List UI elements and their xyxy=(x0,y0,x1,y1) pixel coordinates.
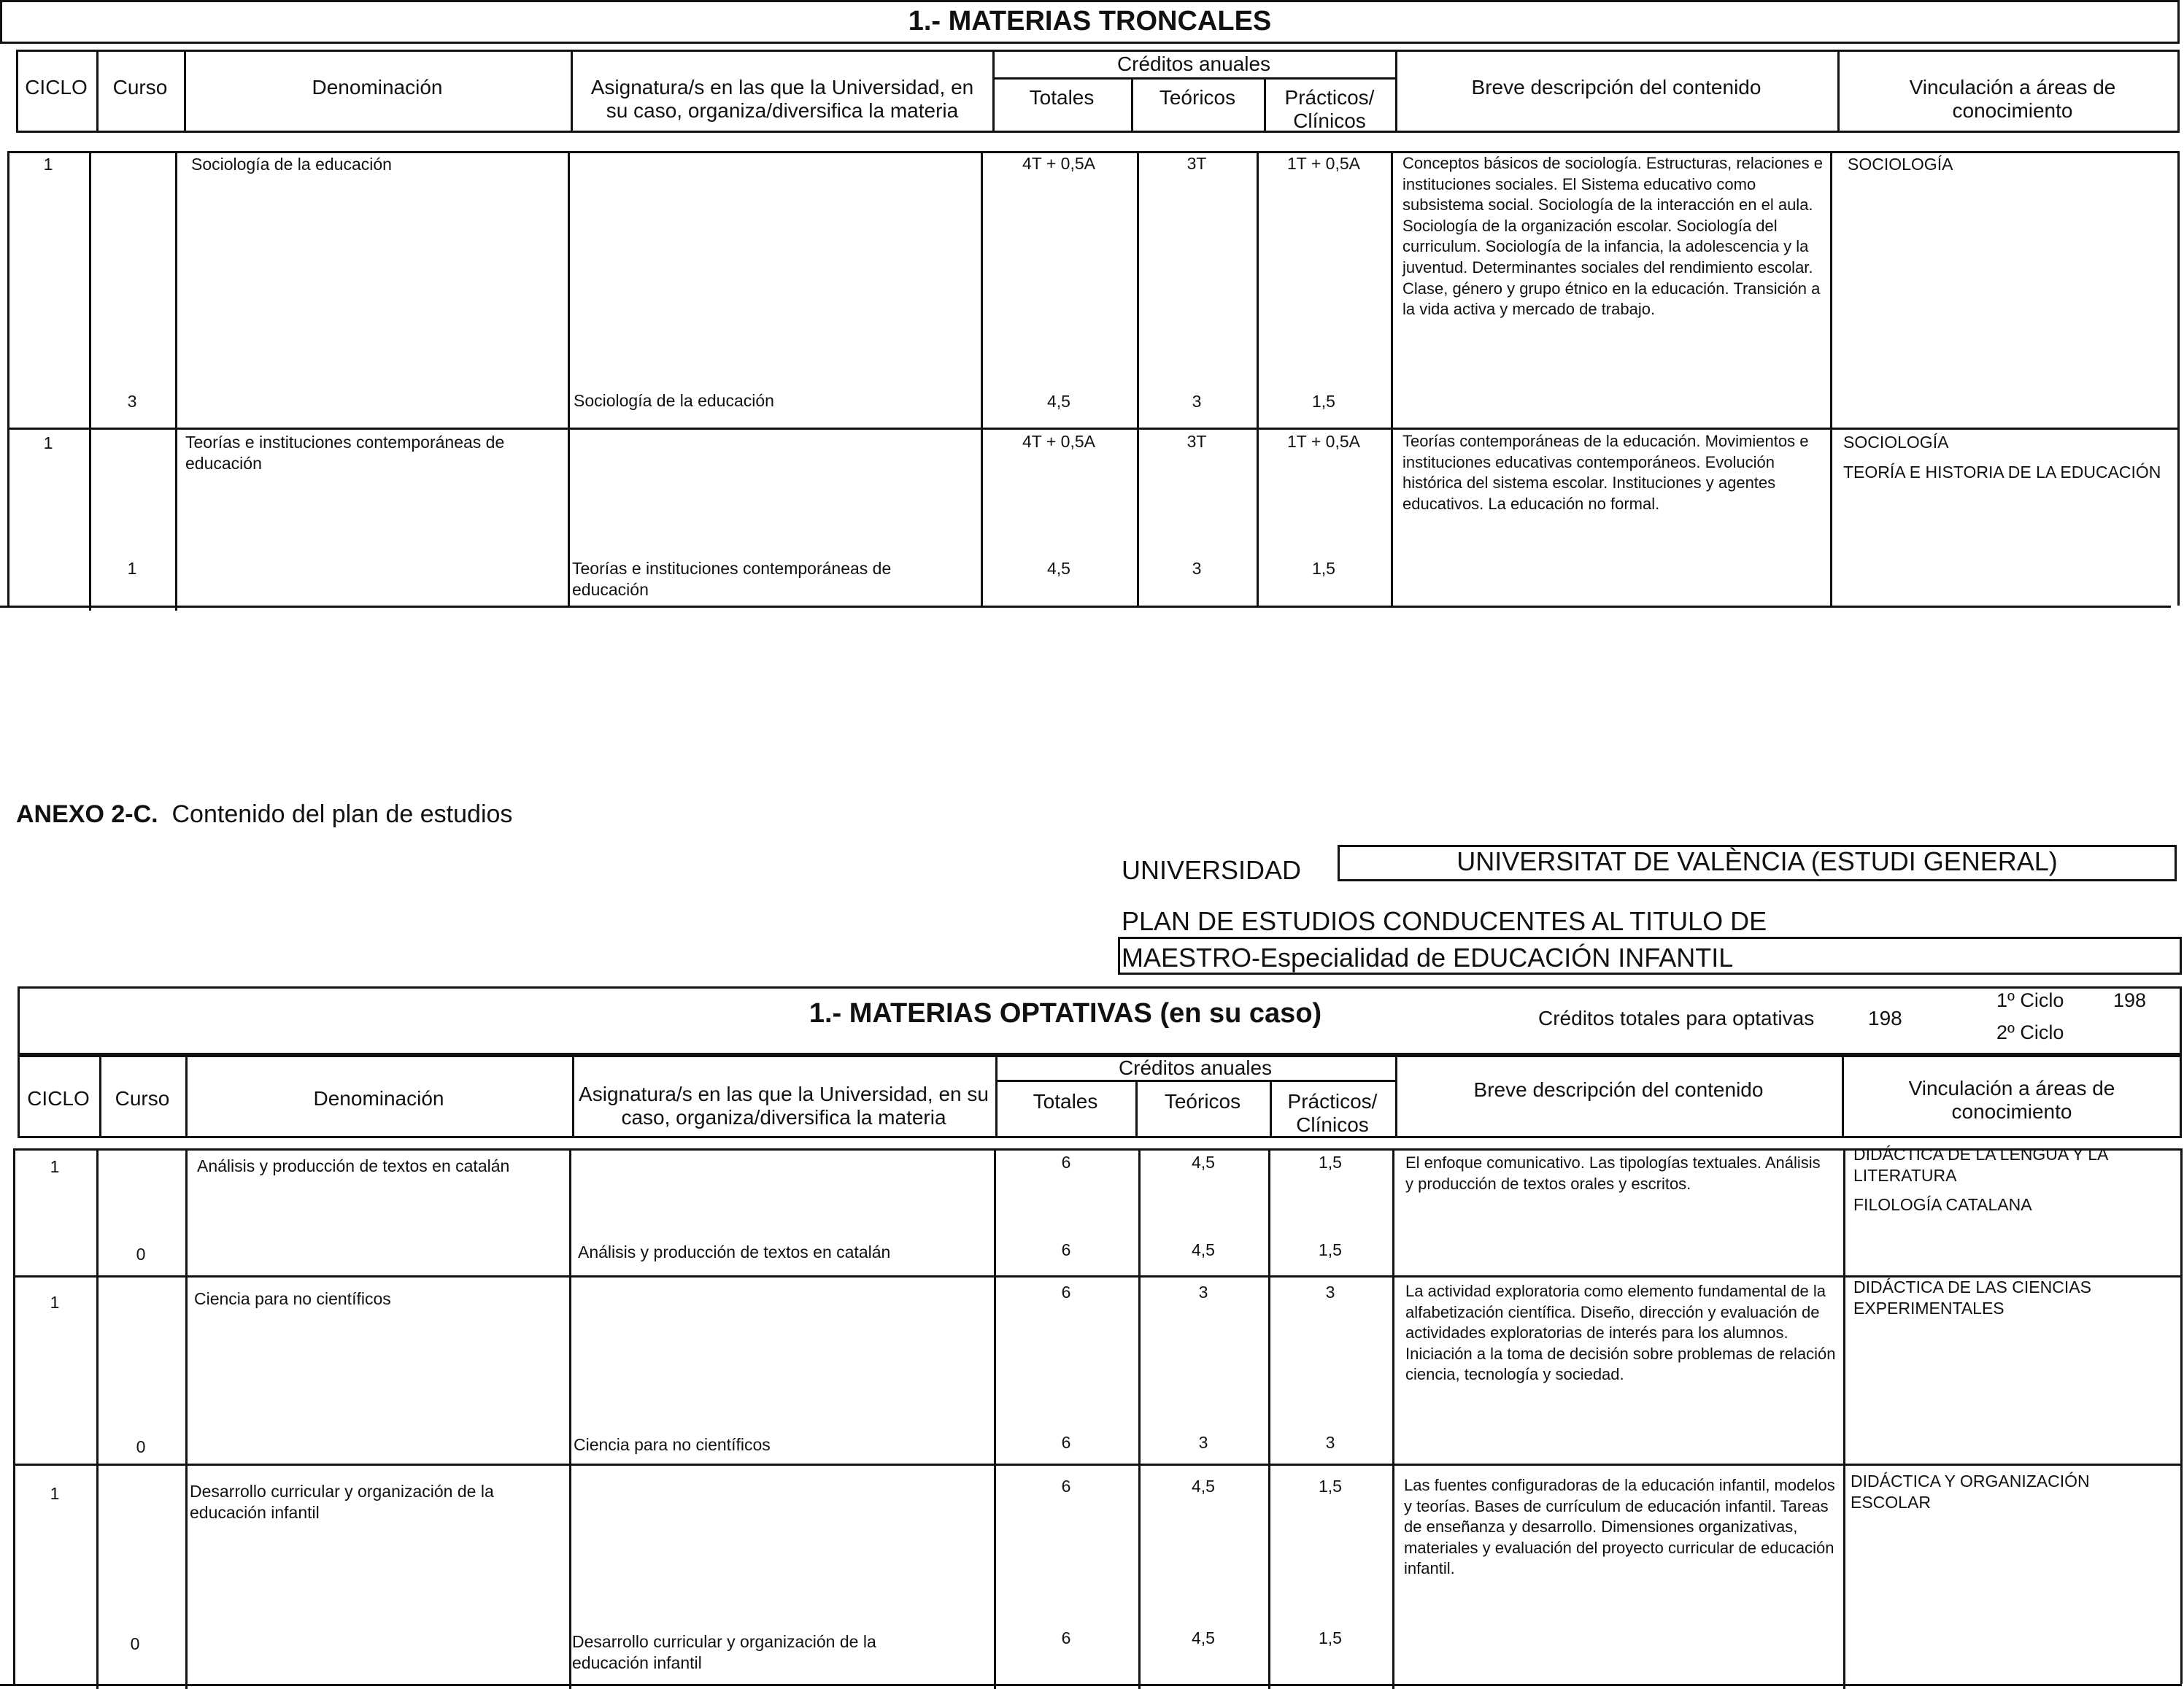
sub-teoricos: 4,5 xyxy=(1192,1240,1215,1259)
sub-totales: 6 xyxy=(1061,1433,1071,1452)
row-ciclo: 1 xyxy=(43,433,53,452)
row-practicos: 1,5 xyxy=(1319,1153,1342,1172)
header-totales: Totales xyxy=(1033,1090,1098,1113)
creditos-optativas-value: 198 xyxy=(1868,1007,1902,1029)
row-practicos: 3 xyxy=(1325,1283,1335,1302)
header-denominacion: Denominación xyxy=(312,76,443,98)
sub-totales: 6 xyxy=(1061,1240,1071,1259)
row-ciclo: 1 xyxy=(50,1484,60,1503)
annex-heading xyxy=(16,800,512,829)
header-ciclo: CICLO xyxy=(27,1087,90,1110)
sub-practicos: 3 xyxy=(1325,1433,1335,1452)
sub-curso: 0 xyxy=(136,1245,146,1264)
header-denominacion: Denominación xyxy=(313,1087,444,1110)
sub-teoricos: 3 xyxy=(1198,1433,1208,1452)
sub-curso: 1 xyxy=(127,559,137,578)
row-ciclo: 1 xyxy=(50,1157,60,1176)
row-teoricos: 3T xyxy=(1186,154,1207,173)
university-label: UNIVERSIDAD xyxy=(1122,855,1302,885)
row-totales: 6 xyxy=(1061,1283,1071,1302)
row-descripcion: La actividad exploratoria como elemento fundamental de la alfabetización científica. Diseño, dirección y evaluación de actividades exploratorias de interés para los alumnos. Iniciación a la toma de decisión sobre problemas de relación ciencia, tecnología y sociedad. xyxy=(1405,1282,1836,1384)
creditos-optativas-label: Créditos totales para optativas xyxy=(1538,1007,1815,1029)
header-ciclo: CICLO xyxy=(25,76,88,98)
sub-asignatura: Desarrollo curricular y organización de la educación infantil xyxy=(572,1632,876,1672)
header-creditos: Créditos anuales xyxy=(1118,1056,1273,1079)
sub-asignatura: Análisis y producción de textos en catalán xyxy=(578,1242,891,1261)
annex-text: Contenido del plan de estudios xyxy=(171,800,513,828)
header-descripcion: Breve descripción del contenido xyxy=(1471,76,1762,98)
row-practicos: 1T + 0,5A xyxy=(1287,432,1360,451)
header-practicos: Prácticos/ Clínicos xyxy=(1287,1090,1378,1136)
sub-practicos: 1,5 xyxy=(1319,1628,1342,1647)
sub-curso: 0 xyxy=(136,1437,146,1456)
plan-label: PLAN DE ESTUDIOS CONDUCENTES AL TITULO DE xyxy=(1122,906,1767,936)
row-vinculacion: SOCIOLOGÍA xyxy=(1843,433,1949,452)
row-ciclo: 1 xyxy=(50,1293,60,1312)
row-totales: 6 xyxy=(1061,1153,1071,1172)
row-totales: 4T + 0,5A xyxy=(1022,432,1095,451)
header-practicos: Prácticos/ Clínicos xyxy=(1284,86,1375,132)
row-teoricos: 3 xyxy=(1198,1283,1208,1302)
row-denominacion: Teorías e instituciones contemporáneas de educación xyxy=(185,433,505,473)
header-curso: Curso xyxy=(115,1087,170,1110)
row-teoricos: 3T xyxy=(1186,432,1207,451)
sub-curso: 3 xyxy=(127,392,137,411)
header-curso: Curso xyxy=(112,76,168,98)
sub-totales: 4,5 xyxy=(1047,392,1070,411)
sub-asignatura: Sociología de la educación xyxy=(574,391,774,410)
header-totales: Totales xyxy=(1029,86,1095,109)
ciclo1-label: 1º Ciclo xyxy=(1996,989,2064,1011)
header-asignatura: Asignatura/s en las que la Universidad, en su caso, organiza/diversifica la materia xyxy=(590,76,974,122)
row-totales: 6 xyxy=(1061,1477,1071,1496)
header-vinculacion: Vinculación a áreas de conocimiento xyxy=(1908,1077,2115,1123)
row-vinculacion: TEORÍA E HISTORIA DE LA EDUCACIÓN xyxy=(1843,463,2161,482)
header-teoricos: Teóricos xyxy=(1164,1090,1241,1113)
row-descripcion: El enfoque comunicativo. Las tipologías textuales. Análisis y producción de textos orales y escritos. xyxy=(1405,1153,1821,1193)
row-totales: 4T + 0,5A xyxy=(1022,154,1095,173)
row-denominacion: Desarrollo curricular y organización de la educación infantil xyxy=(190,1482,494,1522)
row-vinculacion: DIDÁCTICA Y ORGANIZACIÓN ESCOLAR xyxy=(1851,1472,2090,1512)
sub-totales: 6 xyxy=(1061,1628,1071,1647)
header-creditos: Créditos anuales xyxy=(1116,53,1271,75)
sub-teoricos: 4,5 xyxy=(1192,1628,1215,1647)
sub-practicos: 1,5 xyxy=(1312,392,1335,411)
row-descripcion: Conceptos básicos de sociología. Estructuras, relaciones e instituciones sociales. El Sistema educativo como subsistema social. Sociología de la interacción en el aula. Sociología de la organización escolar. Sociología del curriculum. Sociología de la infancia, la adolescencia y la juventud. Determinantes sociales del rendimiento escolar. Clase, género y grupo étnico en la educación. Transición a la vida activa y mercado de trabajo. xyxy=(1402,154,1823,319)
row-vinculacion: DIDÁCTICA DE LA LENGUA Y LA LITERATURA xyxy=(1853,1145,2108,1185)
sub-teoricos: 3 xyxy=(1192,559,1202,578)
sub-practicos: 1,5 xyxy=(1319,1240,1342,1259)
row-practicos: 1T + 0,5A xyxy=(1287,154,1360,173)
sub-curso: 0 xyxy=(130,1634,140,1653)
row-vinculacion: DIDÁCTICA DE LAS CIENCIAS EXPERIMENTALES xyxy=(1853,1278,2091,1318)
sub-totales: 4,5 xyxy=(1047,559,1070,578)
row-vinculacion: FILOLOGÍA CATALANA xyxy=(1853,1195,2032,1214)
annex-code: ANEXO 2-C. xyxy=(16,800,158,828)
header-descripcion: Breve descripción del contenido xyxy=(1473,1078,1764,1101)
university-value: UNIVERSITAT DE VALÈNCIA (ESTUDI GENERAL) xyxy=(1456,846,2058,876)
plan-value: MAESTRO-Especialidad de EDUCACIÓN INFANTIL xyxy=(1122,943,1734,973)
row-denominacion: Ciencia para no científicos xyxy=(194,1289,391,1308)
row-teoricos: 4,5 xyxy=(1192,1153,1215,1172)
header-asignatura: Asignatura/s en las que la Universidad, en su caso, organiza/diversifica la materia xyxy=(579,1083,989,1129)
ciclo2-label: 2º Ciclo xyxy=(1996,1021,2064,1043)
sub-asignatura: Ciencia para no científicos xyxy=(574,1435,771,1454)
optativas-title: 1.- MATERIAS OPTATIVAS (en su caso) xyxy=(809,998,1322,1029)
header-vinculacion: Vinculación a áreas de conocimiento xyxy=(1909,76,2116,122)
sub-asignatura: Teorías e instituciones contemporáneas de educación xyxy=(572,559,892,599)
row-descripcion: Las fuentes configuradoras de la educación infantil, modelos y teorías. Bases de currículum de educación infantil. Tareas de enseñanza y desarrollo. Dimensiones organizativas, materiales y evaluación del proyecto curricular de educación infantil. xyxy=(1404,1476,1835,1578)
row-denominacion: Sociología de la educación xyxy=(191,155,392,174)
row-teoricos: 4,5 xyxy=(1192,1477,1215,1496)
ciclo1-value: 198 xyxy=(2113,989,2147,1011)
sub-teoricos: 3 xyxy=(1192,392,1202,411)
row-vinculacion: SOCIOLOGÍA xyxy=(1848,155,1953,174)
row-denominacion: Análisis y producción de textos en catalán xyxy=(197,1156,510,1175)
sub-practicos: 1,5 xyxy=(1312,559,1335,578)
row-practicos: 1,5 xyxy=(1319,1477,1342,1496)
troncales-title: 1.- MATERIAS TRONCALES xyxy=(908,6,1272,36)
row-ciclo: 1 xyxy=(43,155,53,174)
header-teoricos: Teóricos xyxy=(1159,86,1236,109)
row-descripcion: Teorías contemporáneas de la educación. Movimientos e instituciones educativas contemporáneos. Evolución histórica del sistema escolar. Instituciones y agentes educativos. La educación no formal. xyxy=(1402,432,1809,513)
